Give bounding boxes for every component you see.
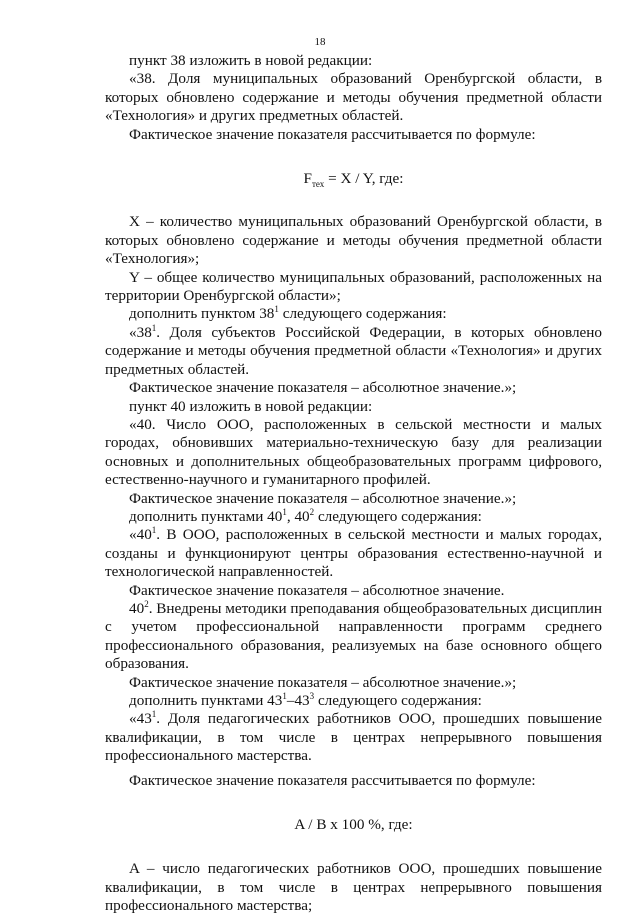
superscript: 1 — [282, 506, 287, 517]
paragraph-y-definition: Y – общее количество муниципальных образований, расположенных на территории Оренбургской области»; — [105, 268, 602, 305]
formula-ab: A / B x 100 %, где: — [294, 816, 413, 834]
paragraph-x-definition: X – количество муниципальных образований Оренбургской области, в которых обновлено содержание и методы обучения предметной области «Технология»; — [105, 213, 602, 268]
superscript: 2 — [309, 506, 315, 517]
paragraph-amend-40: пункт 40 изложить в новой редакции: — [129, 397, 373, 415]
superscript: 1 — [151, 709, 157, 720]
paragraph-add-38-1 — [105, 305, 602, 323]
superscript: 1 — [151, 525, 157, 536]
document-body — [105, 52, 602, 916]
text-fragment: , 40 — [286, 507, 310, 525]
paragraph-formula-intro: Фактическое значение показателя рассчитывается по формуле: — [129, 125, 536, 143]
text-fragment: дополнить пунктом 38 — [129, 305, 275, 323]
text-fragment: следующего содержания: — [314, 507, 482, 525]
paragraph-item-40-2 — [105, 600, 602, 674]
paragraph-add-43 — [105, 692, 602, 710]
text-fragment: . Доля субъектов Российской Федерации, в которых обновлено содержание и методы обучения предметной области «Технология» и других предметных областей. — [105, 323, 602, 378]
text-fragment: 40 — [129, 599, 145, 617]
paragraph-item-40-1 — [105, 526, 602, 581]
page-number: 18 — [314, 36, 326, 48]
superscript: 2 — [144, 598, 149, 609]
paragraph-a-definition: A – число педагогических работников ООО, прошедших повышение квалификации, в том числе в центрах непрерывного повышения профессионального мастерства; — [105, 860, 602, 915]
text-fragment: . Внедрены методики преподавания общеобразовательных дисциплин с учетом профессиональной направленности программ среднего профессионального образования, реализуемых на базе основного общего образования. — [105, 599, 602, 673]
paragraph-amend-38: пункт 38 изложить в новой редакции: — [129, 52, 373, 69]
text-fragment: «43 — [129, 710, 152, 728]
superscript: 3 — [309, 690, 315, 701]
text-fragment: «38 — [129, 323, 152, 341]
paragraph-absolute-value: Фактическое значение показателя – абсолютное значение.»; — [129, 489, 517, 507]
paragraph-absolute-value: Фактическое значение показателя – абсолютное значение. — [129, 581, 505, 599]
paragraph-item-40: «40. Число ООО, расположенных в сельской местности и малых городах, обновивших материально-техническую базу для реализации основных и дополнительных общеобразовательных программ цифрового, естественно-научного и гуманитарного профилей. — [105, 415, 602, 489]
text-fragment: . В ООО, расположенных в сельской местности и малых городах, созданы и функционируют центры образования естественно-научной и технологической направленностей. — [105, 526, 602, 581]
text-fragment: следующего содержания: — [278, 305, 447, 323]
paragraph-item-43-1 — [105, 710, 602, 765]
paragraph-item-38: «38. Доля муниципальных образований Оренбургской области, в которых обновлено содержание и методы обучения предметной области «Технология» и других предметных областей. — [105, 70, 602, 125]
superscript: 1 — [282, 690, 287, 701]
formula-ftex-main: F — [303, 170, 312, 188]
paragraph-formula-intro: Фактическое значение показателя рассчитывается по формуле: — [129, 771, 536, 789]
superscript: 1 — [151, 322, 157, 333]
formula-ftex-rest: = X / Y, где: — [324, 170, 404, 188]
formula-ftex — [105, 170, 602, 188]
text-fragment: . Доля педагогических работников ООО, прошедших повышение квалификации, в том числе в центрах непрерывного повышения профессионального мастерства. — [105, 710, 602, 765]
formula-ftex-sub: тех — [312, 179, 325, 190]
paragraph-absolute-value: Фактическое значение показателя – абсолютное значение.»; — [129, 379, 517, 397]
text-fragment: дополнить пунктами 40 — [129, 507, 283, 525]
text-fragment: –43 — [286, 692, 310, 709]
text-fragment: следующего содержания: — [314, 692, 482, 709]
paragraph-absolute-value: Фактическое значение показателя – абсолютное значение.»; — [129, 673, 517, 691]
text-fragment: «40 — [129, 526, 152, 544]
paragraph-add-40-1-2 — [105, 508, 602, 526]
superscript: 1 — [274, 304, 279, 315]
paragraph-item-38-1 — [105, 324, 602, 379]
text-fragment: дополнить пунктами 43 — [129, 692, 283, 709]
